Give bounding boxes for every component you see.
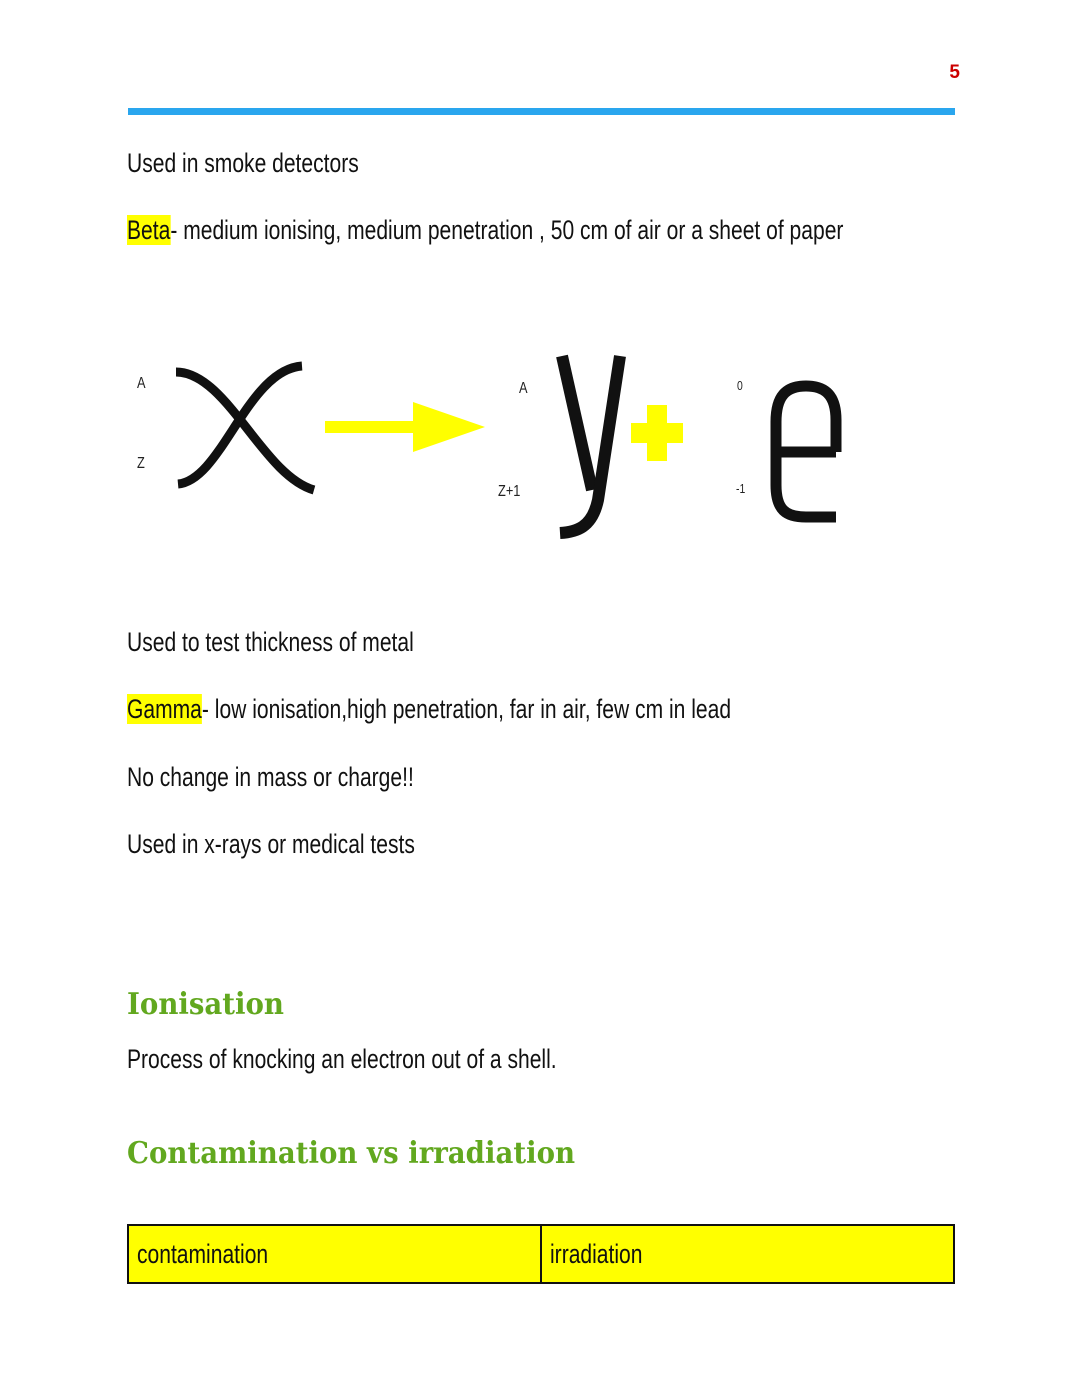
- arrow-icon: [325, 400, 487, 455]
- ionisation-text: Process of knocking an electron out of a shell.: [127, 1044, 557, 1074]
- electron-atomic-number: -1: [736, 481, 746, 496]
- parent-mass-number: A: [137, 375, 146, 392]
- beta-decay-equation: [120, 340, 880, 550]
- gamma-term-highlight: Gamma: [127, 694, 202, 724]
- alpha-use-text: Used in smoke detectors: [127, 148, 359, 178]
- gamma-note-text: No change in mass or charge!!: [127, 762, 414, 792]
- beta-term-highlight: Beta: [127, 215, 171, 245]
- header-rule: [128, 108, 955, 115]
- plus-icon: [631, 405, 683, 461]
- parent-x-symbol: [172, 360, 322, 495]
- daughter-y-symbol: [552, 350, 632, 540]
- contamination-heading: Contamination vs irradiation: [127, 1136, 576, 1171]
- gamma-description: - low ionisation,high penetration, far in air, few cm in lead: [201, 694, 732, 724]
- contamination-table: [127, 1224, 955, 1284]
- daughter-atomic-number: Z+1: [498, 483, 521, 500]
- table-cell-irradiation: irradiation: [541, 1225, 954, 1283]
- gamma-use-text: Used in x-rays or medical tests: [127, 829, 415, 859]
- gamma-line: [127, 694, 731, 725]
- beta-use-text: Used to test thickness of metal: [127, 627, 414, 657]
- parent-atomic-number: Z: [137, 455, 145, 472]
- page-number: 5: [949, 62, 960, 83]
- beta-description: - medium ionising, medium penetration , 50 cm of air or a sheet of paper: [170, 215, 844, 245]
- table-cell-contamination: contamination: [128, 1225, 541, 1283]
- beta-line: [127, 215, 843, 246]
- daughter-mass-number: A: [519, 380, 528, 397]
- ionisation-heading: Ionisation: [127, 987, 285, 1022]
- electron-e-symbol: [768, 380, 843, 525]
- electron-mass-number: 0: [737, 378, 743, 393]
- table-row: [128, 1225, 954, 1283]
